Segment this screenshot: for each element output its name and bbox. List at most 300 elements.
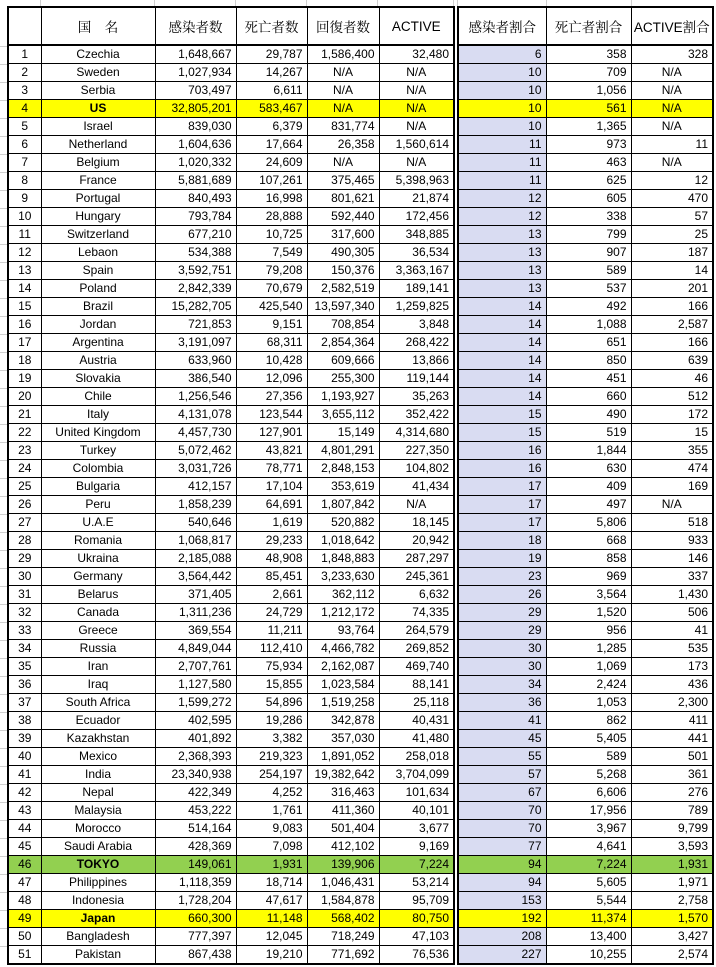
cell-row-number[interactable]: 18 [8,352,41,370]
cell-deaths-ratio[interactable]: 668 [546,532,631,550]
cell-deaths[interactable]: 123,544 [236,406,307,424]
cell-active-ratio[interactable]: 1,430 [631,586,713,604]
cell-recovered[interactable]: 150,376 [307,262,379,280]
cell-active[interactable]: 74,335 [379,604,454,622]
cell-infected[interactable]: 32,805,201 [155,100,236,118]
cell-country[interactable]: Poland [41,280,155,298]
cell-deaths-ratio[interactable]: 10,255 [546,946,631,965]
cell-deaths[interactable]: 9,083 [236,820,307,838]
cell-row-number[interactable]: 37 [8,694,41,712]
cell-active[interactable]: 119,144 [379,370,454,388]
cell-country[interactable]: South Africa [41,694,155,712]
cell-row-number[interactable]: 17 [8,334,41,352]
cell-deaths[interactable]: 112,410 [236,640,307,658]
col-header-active-ratio[interactable]: ACTIVE割合 [631,7,713,45]
cell-recovered[interactable]: 1,018,642 [307,532,379,550]
cell-row-number[interactable]: 51 [8,946,41,965]
cell-active[interactable]: 104,802 [379,460,454,478]
corner-header-cell[interactable] [8,7,41,45]
cell-country[interactable]: Indonesia [41,892,155,910]
cell-row-number[interactable]: 44 [8,820,41,838]
cell-deaths-ratio[interactable]: 561 [546,100,631,118]
cell-row-number[interactable]: 46 [8,856,41,874]
cell-deaths[interactable]: 7,549 [236,244,307,262]
cell-active-ratio[interactable]: 361 [631,766,713,784]
cell-active-ratio[interactable]: N/A [631,118,713,136]
cell-row-number[interactable]: 8 [8,172,41,190]
cell-recovered[interactable]: 1,023,584 [307,676,379,694]
cell-infected[interactable]: 1,858,239 [155,496,236,514]
cell-deaths-ratio[interactable]: 6,606 [546,784,631,802]
cell-country[interactable]: Peru [41,496,155,514]
cell-active[interactable]: 1,560,614 [379,136,454,154]
cell-infected-ratio[interactable]: 12 [458,208,546,226]
cell-row-number[interactable]: 16 [8,316,41,334]
cell-infected-ratio[interactable]: 10 [458,118,546,136]
cell-active-ratio[interactable]: 187 [631,244,713,262]
cell-infected-ratio[interactable]: 26 [458,586,546,604]
cell-active-ratio[interactable]: 512 [631,388,713,406]
cell-infected-ratio[interactable]: 19 [458,550,546,568]
cell-deaths-ratio[interactable]: 1,088 [546,316,631,334]
cell-deaths[interactable]: 78,771 [236,460,307,478]
cell-deaths[interactable]: 17,664 [236,136,307,154]
cell-country[interactable]: Bulgaria [41,478,155,496]
cell-recovered[interactable]: 1,212,172 [307,604,379,622]
cell-deaths-ratio[interactable]: 605 [546,190,631,208]
cell-infected[interactable]: 4,457,730 [155,424,236,442]
cell-deaths-ratio[interactable]: 799 [546,226,631,244]
cell-country[interactable]: Iran [41,658,155,676]
cell-infected[interactable]: 15,282,705 [155,298,236,316]
cell-infected-ratio[interactable]: 45 [458,730,546,748]
cell-active-ratio[interactable]: 173 [631,658,713,676]
cell-deaths-ratio[interactable]: 589 [546,748,631,766]
cell-active[interactable]: 95,709 [379,892,454,910]
cell-active[interactable]: 9,169 [379,838,454,856]
cell-infected-ratio[interactable]: 30 [458,640,546,658]
col-header-country[interactable]: 国 名 [41,7,155,45]
cell-infected-ratio[interactable]: 13 [458,280,546,298]
cell-row-number[interactable]: 49 [8,910,41,928]
cell-infected-ratio[interactable]: 17 [458,478,546,496]
cell-active[interactable]: 20,942 [379,532,454,550]
cell-recovered[interactable]: 19,382,642 [307,766,379,784]
cell-deaths[interactable]: 24,729 [236,604,307,622]
cell-active[interactable]: 268,422 [379,334,454,352]
cell-infected[interactable]: 371,405 [155,586,236,604]
cell-recovered[interactable]: 771,692 [307,946,379,965]
cell-row-number[interactable]: 24 [8,460,41,478]
cell-active[interactable]: 258,018 [379,748,454,766]
cell-row-number[interactable]: 31 [8,586,41,604]
cell-active-ratio[interactable]: 166 [631,298,713,316]
cell-deaths-ratio[interactable]: 11,374 [546,910,631,928]
cell-active-ratio[interactable]: 2,587 [631,316,713,334]
cell-active[interactable]: 40,431 [379,712,454,730]
cell-deaths[interactable]: 75,934 [236,658,307,676]
cell-deaths[interactable]: 583,467 [236,100,307,118]
cell-active-ratio[interactable]: 337 [631,568,713,586]
cell-infected-ratio[interactable]: 14 [458,388,546,406]
cell-recovered[interactable]: 490,305 [307,244,379,262]
cell-row-number[interactable]: 14 [8,280,41,298]
cell-deaths[interactable]: 17,104 [236,478,307,496]
cell-country[interactable]: U.A.E [41,514,155,532]
cell-infected-ratio[interactable]: 16 [458,460,546,478]
cell-infected-ratio[interactable]: 18 [458,532,546,550]
cell-recovered[interactable]: 255,300 [307,370,379,388]
cell-active[interactable]: 88,141 [379,676,454,694]
cell-country[interactable]: Kazakhstan [41,730,155,748]
cell-infected-ratio[interactable]: 10 [458,100,546,118]
cell-recovered[interactable]: 3,233,630 [307,568,379,586]
cell-active-ratio[interactable]: 328 [631,45,713,64]
cell-deaths[interactable]: 79,208 [236,262,307,280]
cell-recovered[interactable]: 412,102 [307,838,379,856]
cell-active-ratio[interactable]: 518 [631,514,713,532]
cell-row-number[interactable]: 35 [8,658,41,676]
cell-deaths[interactable]: 11,211 [236,622,307,640]
cell-deaths[interactable]: 16,998 [236,190,307,208]
cell-infected-ratio[interactable]: 153 [458,892,546,910]
cell-deaths-ratio[interactable]: 490 [546,406,631,424]
cell-recovered[interactable]: 139,906 [307,856,379,874]
cell-active[interactable]: 32,480 [379,45,454,64]
cell-active[interactable]: 41,434 [379,478,454,496]
cell-deaths-ratio[interactable]: 1,844 [546,442,631,460]
cell-deaths-ratio[interactable]: 338 [546,208,631,226]
cell-row-number[interactable]: 19 [8,370,41,388]
cell-infected-ratio[interactable]: 208 [458,928,546,946]
cell-deaths-ratio[interactable]: 5,268 [546,766,631,784]
cell-deaths[interactable]: 6,379 [236,118,307,136]
cell-recovered[interactable]: 1,193,927 [307,388,379,406]
cell-row-number[interactable]: 6 [8,136,41,154]
cell-active-ratio[interactable]: 501 [631,748,713,766]
cell-infected-ratio[interactable]: 55 [458,748,546,766]
cell-active-ratio[interactable]: 1,971 [631,874,713,892]
col-header-deaths[interactable]: 死亡者数 [236,7,307,45]
cell-country[interactable]: Ecuador [41,712,155,730]
cell-active[interactable]: 36,534 [379,244,454,262]
cell-infected[interactable]: 149,061 [155,856,236,874]
cell-infected-ratio[interactable]: 11 [458,154,546,172]
cell-deaths[interactable]: 4,252 [236,784,307,802]
cell-active-ratio[interactable]: 474 [631,460,713,478]
cell-infected[interactable]: 428,369 [155,838,236,856]
cell-country[interactable]: Ukraina [41,550,155,568]
cell-country[interactable]: Japan [41,910,155,928]
cell-recovered[interactable]: 1,586,400 [307,45,379,64]
cell-infected-ratio[interactable]: 29 [458,622,546,640]
cell-infected-ratio[interactable]: 14 [458,334,546,352]
cell-recovered[interactable]: 1,848,883 [307,550,379,568]
cell-deaths-ratio[interactable]: 492 [546,298,631,316]
cell-recovered[interactable]: 316,463 [307,784,379,802]
cell-deaths-ratio[interactable]: 1,056 [546,82,631,100]
cell-active-ratio[interactable]: 9,799 [631,820,713,838]
cell-recovered[interactable]: 2,162,087 [307,658,379,676]
cell-recovered[interactable]: 4,801,291 [307,442,379,460]
cell-country[interactable]: TOKYO [41,856,155,874]
cell-country[interactable]: Italy [41,406,155,424]
cell-row-number[interactable]: 10 [8,208,41,226]
cell-deaths[interactable]: 107,261 [236,172,307,190]
cell-infected-ratio[interactable]: 14 [458,316,546,334]
cell-active[interactable]: 348,885 [379,226,454,244]
cell-active[interactable]: 1,259,825 [379,298,454,316]
cell-infected[interactable]: 660,300 [155,910,236,928]
cell-deaths-ratio[interactable]: 497 [546,496,631,514]
cell-deaths[interactable]: 10,725 [236,226,307,244]
cell-deaths-ratio[interactable]: 1,365 [546,118,631,136]
cell-row-number[interactable]: 23 [8,442,41,460]
cell-deaths[interactable]: 27,356 [236,388,307,406]
cell-country[interactable]: Brazil [41,298,155,316]
cell-active-ratio[interactable]: 15 [631,424,713,442]
cell-country[interactable]: Lebaon [41,244,155,262]
cell-recovered[interactable]: 831,774 [307,118,379,136]
cell-infected-ratio[interactable]: 16 [458,442,546,460]
cell-infected[interactable]: 3,564,442 [155,568,236,586]
cell-active[interactable]: 3,677 [379,820,454,838]
cell-deaths[interactable]: 425,540 [236,298,307,316]
cell-deaths-ratio[interactable]: 589 [546,262,631,280]
cell-recovered[interactable]: 353,619 [307,478,379,496]
cell-active[interactable]: N/A [379,154,454,172]
cell-row-number[interactable]: 21 [8,406,41,424]
cell-deaths-ratio[interactable]: 4,641 [546,838,631,856]
cell-country[interactable]: India [41,766,155,784]
cell-active[interactable]: 3,363,167 [379,262,454,280]
cell-infected[interactable]: 4,131,078 [155,406,236,424]
cell-country[interactable]: Jordan [41,316,155,334]
cell-infected[interactable]: 839,030 [155,118,236,136]
cell-infected[interactable]: 402,595 [155,712,236,730]
cell-active[interactable]: 101,634 [379,784,454,802]
cell-deaths[interactable]: 219,323 [236,748,307,766]
cell-country[interactable]: Slovakia [41,370,155,388]
cell-active[interactable]: 189,141 [379,280,454,298]
cell-recovered[interactable]: 1,891,052 [307,748,379,766]
cell-country[interactable]: Morocco [41,820,155,838]
cell-active[interactable]: 35,263 [379,388,454,406]
cell-active[interactable]: N/A [379,100,454,118]
cell-active-ratio[interactable]: 276 [631,784,713,802]
cell-recovered[interactable]: 411,360 [307,802,379,820]
cell-active-ratio[interactable]: 2,758 [631,892,713,910]
cell-infected-ratio[interactable]: 70 [458,820,546,838]
cell-deaths-ratio[interactable]: 519 [546,424,631,442]
cell-row-number[interactable]: 33 [8,622,41,640]
cell-row-number[interactable]: 20 [8,388,41,406]
cell-country[interactable]: Czechia [41,45,155,64]
cell-deaths-ratio[interactable]: 5,806 [546,514,631,532]
cell-infected[interactable]: 4,849,044 [155,640,236,658]
cell-recovered[interactable]: 342,878 [307,712,379,730]
cell-active-ratio[interactable]: 46 [631,370,713,388]
cell-deaths[interactable]: 11,148 [236,910,307,928]
cell-deaths-ratio[interactable]: 3,967 [546,820,631,838]
cell-recovered[interactable]: 592,440 [307,208,379,226]
cell-infected[interactable]: 2,368,393 [155,748,236,766]
cell-active[interactable]: 3,848 [379,316,454,334]
cell-recovered[interactable]: 501,404 [307,820,379,838]
cell-infected-ratio[interactable]: 77 [458,838,546,856]
cell-country[interactable]: Argentina [41,334,155,352]
cell-infected[interactable]: 1,604,636 [155,136,236,154]
cell-recovered[interactable]: 708,854 [307,316,379,334]
cell-active-ratio[interactable]: 789 [631,802,713,820]
cell-deaths-ratio[interactable]: 463 [546,154,631,172]
cell-active-ratio[interactable]: 57 [631,208,713,226]
cell-infected[interactable]: 777,397 [155,928,236,946]
cell-country[interactable]: Sweden [41,64,155,82]
cell-active-ratio[interactable]: 1,570 [631,910,713,928]
cell-row-number[interactable]: 42 [8,784,41,802]
cell-infected-ratio[interactable]: 11 [458,136,546,154]
cell-active[interactable]: N/A [379,118,454,136]
cell-row-number[interactable]: 12 [8,244,41,262]
cell-country[interactable]: Russia [41,640,155,658]
cell-row-number[interactable]: 27 [8,514,41,532]
cell-infected[interactable]: 5,072,462 [155,442,236,460]
cell-active-ratio[interactable]: 436 [631,676,713,694]
cell-country[interactable]: Romania [41,532,155,550]
cell-deaths-ratio[interactable]: 850 [546,352,631,370]
cell-infected[interactable]: 3,031,726 [155,460,236,478]
cell-recovered[interactable]: 4,466,782 [307,640,379,658]
cell-infected[interactable]: 677,210 [155,226,236,244]
cell-country[interactable]: Turkey [41,442,155,460]
cell-deaths[interactable]: 47,617 [236,892,307,910]
cell-deaths-ratio[interactable]: 625 [546,172,631,190]
cell-active[interactable]: N/A [379,82,454,100]
cell-recovered[interactable]: 26,358 [307,136,379,154]
cell-active[interactable]: 25,118 [379,694,454,712]
cell-deaths[interactable]: 18,714 [236,874,307,892]
cell-active[interactable]: 269,852 [379,640,454,658]
cell-row-number[interactable]: 5 [8,118,41,136]
cell-recovered[interactable]: 375,465 [307,172,379,190]
cell-infected-ratio[interactable]: 36 [458,694,546,712]
cell-row-number[interactable]: 50 [8,928,41,946]
cell-deaths[interactable]: 10,428 [236,352,307,370]
cell-active[interactable]: 264,579 [379,622,454,640]
cell-active[interactable]: 76,536 [379,946,454,965]
cell-infected[interactable]: 3,592,751 [155,262,236,280]
cell-infected[interactable]: 867,438 [155,946,236,965]
cell-country[interactable]: Pakistan [41,946,155,965]
cell-deaths[interactable]: 9,151 [236,316,307,334]
cell-infected-ratio[interactable]: 34 [458,676,546,694]
cell-deaths-ratio[interactable]: 1,520 [546,604,631,622]
cell-deaths[interactable]: 43,821 [236,442,307,460]
cell-country[interactable]: Germany [41,568,155,586]
cell-active-ratio[interactable]: N/A [631,154,713,172]
cell-infected-ratio[interactable]: 11 [458,172,546,190]
cell-country[interactable]: Colombia [41,460,155,478]
cell-country[interactable]: Saudi Arabia [41,838,155,856]
cell-infected[interactable]: 1,127,580 [155,676,236,694]
cell-row-number[interactable]: 28 [8,532,41,550]
cell-infected-ratio[interactable]: 15 [458,406,546,424]
cell-infected[interactable]: 514,164 [155,820,236,838]
cell-recovered[interactable]: N/A [307,100,379,118]
cell-deaths-ratio[interactable]: 862 [546,712,631,730]
cell-country[interactable]: Portugal [41,190,155,208]
cell-infected-ratio[interactable]: 14 [458,352,546,370]
cell-infected[interactable]: 1,599,272 [155,694,236,712]
col-header-infected[interactable]: 感染者数 [155,7,236,45]
cell-recovered[interactable]: 520,882 [307,514,379,532]
cell-active-ratio[interactable]: 506 [631,604,713,622]
cell-infected-ratio[interactable]: 14 [458,298,546,316]
cell-infected-ratio[interactable]: 29 [458,604,546,622]
cell-active[interactable]: N/A [379,496,454,514]
cell-infected-ratio[interactable]: 227 [458,946,546,965]
cell-infected-ratio[interactable]: 6 [458,45,546,64]
cell-active[interactable]: 47,103 [379,928,454,946]
cell-active[interactable]: 3,704,099 [379,766,454,784]
cell-country[interactable]: Canada [41,604,155,622]
cell-recovered[interactable]: 2,582,519 [307,280,379,298]
cell-deaths-ratio[interactable]: 5,405 [546,730,631,748]
col-header-active[interactable]: ACTIVE [379,7,454,45]
cell-infected[interactable]: 840,493 [155,190,236,208]
cell-active-ratio[interactable]: N/A [631,100,713,118]
cell-country[interactable]: Chile [41,388,155,406]
cell-active-ratio[interactable]: 933 [631,532,713,550]
cell-row-number[interactable]: 40 [8,748,41,766]
cell-infected-ratio[interactable]: 70 [458,802,546,820]
cell-active-ratio[interactable]: 355 [631,442,713,460]
cell-infected[interactable]: 2,707,761 [155,658,236,676]
cell-active-ratio[interactable]: 2,300 [631,694,713,712]
cell-row-number[interactable]: 41 [8,766,41,784]
cell-deaths[interactable]: 85,451 [236,568,307,586]
cell-deaths-ratio[interactable]: 537 [546,280,631,298]
cell-deaths-ratio[interactable]: 5,605 [546,874,631,892]
cell-country[interactable]: US [41,100,155,118]
cell-country[interactable]: Belarus [41,586,155,604]
cell-deaths-ratio[interactable]: 451 [546,370,631,388]
cell-active[interactable]: 352,422 [379,406,454,424]
cell-deaths[interactable]: 3,382 [236,730,307,748]
cell-deaths[interactable]: 29,233 [236,532,307,550]
cell-active-ratio[interactable]: 2,574 [631,946,713,965]
cell-country[interactable]: Switzerland [41,226,155,244]
cell-infected-ratio[interactable]: 10 [458,82,546,100]
cell-deaths[interactable]: 54,896 [236,694,307,712]
cell-active-ratio[interactable]: 535 [631,640,713,658]
cell-row-number[interactable]: 48 [8,892,41,910]
cell-deaths[interactable]: 7,098 [236,838,307,856]
cell-recovered[interactable]: N/A [307,154,379,172]
cell-infected-ratio[interactable]: 192 [458,910,546,928]
cell-row-number[interactable]: 22 [8,424,41,442]
cell-infected[interactable]: 703,497 [155,82,236,100]
cell-deaths-ratio[interactable]: 1,053 [546,694,631,712]
cell-deaths-ratio[interactable]: 660 [546,388,631,406]
cell-deaths[interactable]: 1,931 [236,856,307,874]
cell-active-ratio[interactable]: 41 [631,622,713,640]
cell-active-ratio[interactable]: 166 [631,334,713,352]
cell-row-number[interactable]: 43 [8,802,41,820]
cell-active-ratio[interactable]: 25 [631,226,713,244]
cell-deaths[interactable]: 127,901 [236,424,307,442]
